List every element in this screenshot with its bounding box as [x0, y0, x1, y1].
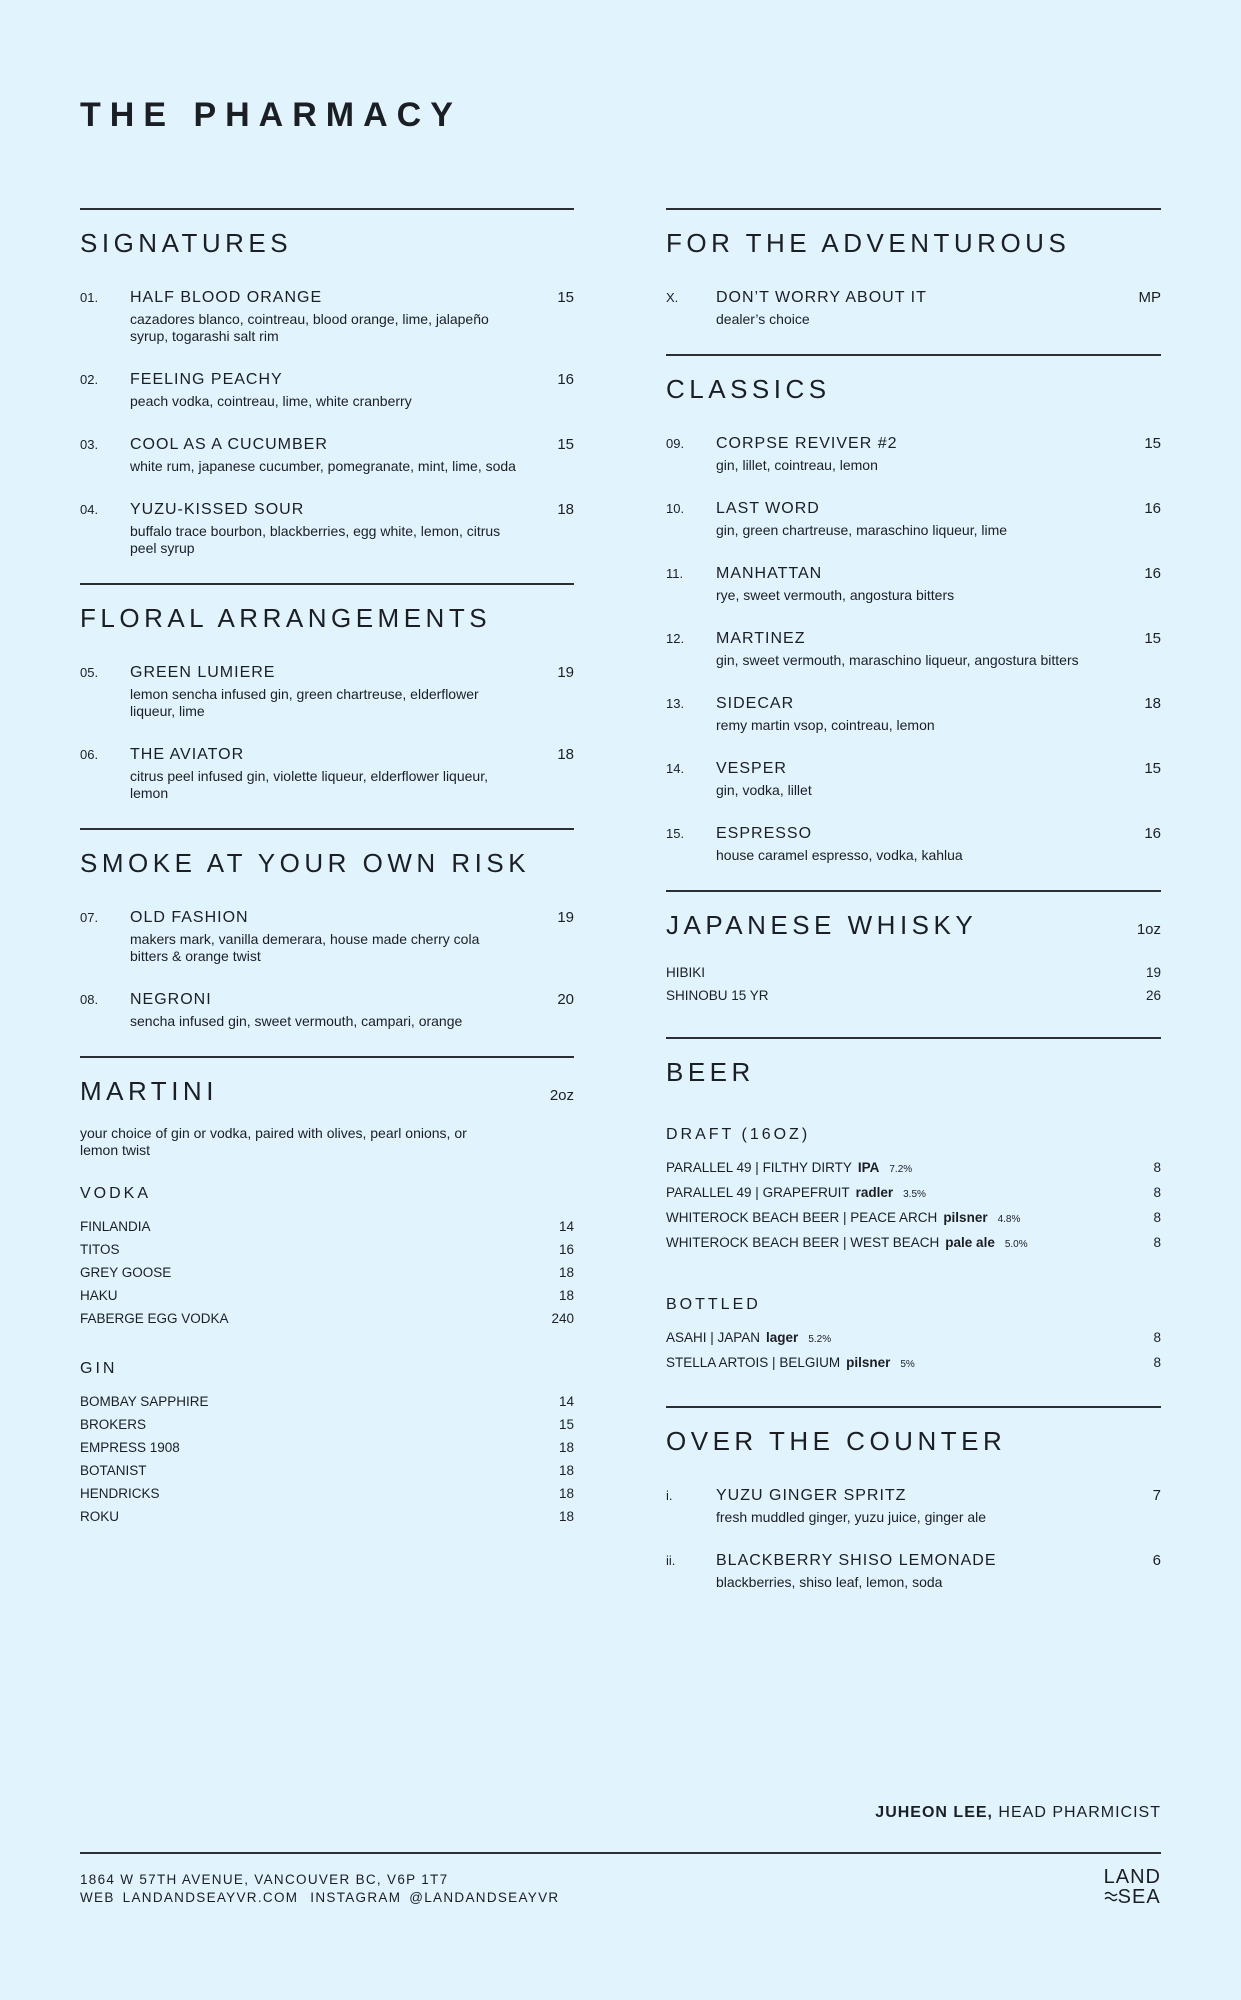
item-name: THE AVIATOR — [130, 746, 245, 763]
item-description: blackberries, shiso leaf, lemon, soda — [716, 1574, 943, 1590]
item-number: ii. — [666, 1553, 676, 1568]
row-name: BOTANIST — [80, 1463, 147, 1478]
list-row — [666, 1181, 1161, 1206]
instagram-handle[interactable]: @LANDANDSEAYVR — [409, 1890, 560, 1905]
item-description: gin, lillet, cointreau, lemon — [716, 457, 878, 473]
item-price: 20 — [557, 991, 574, 1008]
item-name: LAST WORD — [716, 500, 820, 517]
footer-address-block — [80, 1871, 571, 1907]
row-name: FINLANDIA — [80, 1219, 151, 1234]
logo-top: LAND — [1103, 1866, 1161, 1888]
item-price: 15 — [1144, 760, 1161, 777]
item-description: rye, sweet vermouth, angostura bitters — [716, 587, 955, 603]
menu-item — [666, 289, 1161, 328]
item-description: gin, green chartreuse, maraschino liqueur, lime — [716, 522, 1008, 538]
list-row — [80, 1482, 574, 1505]
list-row — [666, 961, 1161, 984]
row-price: 8 — [1153, 1185, 1161, 1200]
item-description: peach vodka, cointreau, lime, white cranberry — [130, 393, 412, 409]
row-name: WHITEROCK BEACH BEER | PEACE ARCH — [666, 1210, 938, 1225]
item-name: GREEN LUMIERE — [130, 664, 276, 681]
list-row — [80, 1284, 574, 1307]
item-price: 15 — [1144, 435, 1161, 452]
row-name: STELLA ARTOIS | BELGIUM — [666, 1355, 841, 1370]
item-description: citrus peel infused gin, violette liqueur, elderflower liqueur, lemon — [130, 768, 488, 801]
menu-item — [666, 500, 1161, 539]
item-price: 15 — [1144, 630, 1161, 647]
item-name: OLD FASHION — [130, 909, 249, 926]
item-number: 13. — [666, 696, 685, 711]
item-description: lemon sencha infused gin, green chartreuse, elderflower liqueur, lime — [130, 686, 479, 719]
row-name: GREY GOOSE — [80, 1265, 172, 1280]
web-label: WEB — [80, 1890, 115, 1905]
section-title: FOR THE ADVENTUROUS — [666, 228, 1071, 258]
gin-subhead: GIN — [80, 1360, 118, 1377]
row-name: BROKERS — [80, 1417, 147, 1432]
item-price: 15 — [557, 436, 574, 453]
row-price: 18 — [558, 1463, 574, 1478]
menu-item — [80, 991, 574, 1030]
item-price: 18 — [557, 746, 574, 763]
bottled-subhead: BOTTLED — [666, 1296, 761, 1313]
menu-item — [666, 760, 1161, 799]
list-row — [666, 984, 1161, 1007]
list-row — [80, 1261, 574, 1284]
beer-abv: 3.5% — [903, 1189, 926, 1200]
beer-abv: 5.0% — [1004, 1239, 1028, 1250]
land-and-sea-logo — [1104, 1867, 1161, 1907]
serving-size: 2oz — [549, 1087, 574, 1104]
beer-style: pale ale — [945, 1235, 995, 1250]
beer-style: lager — [766, 1330, 799, 1345]
item-name: NEGRONI — [130, 991, 212, 1008]
menu-item — [666, 695, 1161, 734]
row-price: 18 — [558, 1440, 574, 1455]
list-row — [80, 1413, 574, 1436]
item-number: 15. — [666, 826, 685, 841]
item-number: 03. — [80, 437, 99, 452]
row-price: 8 — [1153, 1330, 1161, 1345]
row-price: 26 — [1145, 988, 1161, 1003]
item-number: i. — [666, 1488, 673, 1503]
beer-abv: 5.2% — [808, 1334, 832, 1345]
row-name: PARALLEL 49 | FILTHY DIRTY — [666, 1160, 852, 1175]
item-description: fresh muddled ginger, yuzu juice, ginger ale — [716, 1509, 987, 1525]
beer-style: pilsner — [943, 1210, 988, 1225]
head-pharmacist-credit — [875, 1804, 1161, 1822]
list-row — [666, 1231, 1161, 1256]
item-price: 16 — [1144, 565, 1161, 582]
web-link[interactable]: LANDANDSEAYVR.COM — [122, 1890, 299, 1905]
item-name: ESPRESSO — [716, 825, 813, 842]
item-description: gin, sweet vermouth, maraschino liqueur, angostura bitters — [716, 652, 1079, 668]
item-description: dealer’s choice — [716, 311, 810, 327]
left-column — [80, 208, 574, 1558]
footer-divider — [80, 1852, 1161, 1854]
item-price: 7 — [1152, 1487, 1161, 1504]
menu-item — [666, 1487, 1161, 1526]
right-column — [666, 208, 1161, 1617]
page-title: THE PHARMACY — [80, 96, 462, 134]
item-number: X. — [666, 290, 679, 305]
menu-item — [80, 746, 574, 802]
row-price: 18 — [558, 1509, 574, 1524]
item-name: BLACKBERRY SHISO LEMONADE — [716, 1552, 997, 1569]
row-price: 14 — [558, 1219, 574, 1234]
item-name: HALF BLOOD ORANGE — [130, 289, 323, 306]
item-description: white rum, japanese cucumber, pomegranate, mint, lime, soda — [130, 458, 516, 474]
item-number: 10. — [666, 501, 685, 516]
item-name: SIDECAR — [716, 695, 795, 712]
beer-abv: 4.8% — [997, 1214, 1021, 1225]
section-smoke — [80, 828, 574, 1030]
item-name: MARTINEZ — [716, 630, 806, 647]
item-price: 19 — [557, 909, 574, 926]
section-classics — [666, 354, 1161, 864]
item-description: sencha infused gin, sweet vermouth, campari, orange — [130, 1013, 463, 1029]
list-row — [666, 1326, 1161, 1351]
martini-description: your choice of gin or vodka, paired with olives, pearl onions, or lemon twist — [80, 1125, 467, 1158]
section-over-the-counter — [666, 1406, 1161, 1591]
beer-style: pilsner — [846, 1355, 891, 1370]
row-name: ROKU — [80, 1509, 120, 1524]
item-name: CORPSE REVIVER #2 — [716, 435, 898, 452]
section-title: SIGNATURES — [80, 228, 293, 258]
row-price: 16 — [558, 1242, 574, 1257]
section-title: BEER — [666, 1057, 755, 1087]
item-number: 05. — [80, 665, 99, 680]
row-name: ASAHI | JAPAN — [666, 1330, 761, 1345]
list-row — [666, 1351, 1161, 1376]
menu-item — [80, 664, 574, 720]
section-title: JAPANESE WHISKY — [666, 910, 978, 940]
section-title: CLASSICS — [666, 374, 831, 404]
row-name: WHITEROCK BEACH BEER | WEST BEACH — [666, 1235, 940, 1250]
item-price: 16 — [1144, 825, 1161, 842]
row-name: EMPRESS 1908 — [80, 1440, 180, 1455]
section-title: SMOKE AT YOUR OWN RISK — [80, 848, 531, 878]
row-price: 8 — [1153, 1160, 1161, 1175]
row-price: 15 — [558, 1417, 574, 1432]
row-price: 18 — [558, 1288, 574, 1303]
item-description: house caramel espresso, vodka, kahlua — [716, 847, 963, 863]
beer-abv: 5% — [900, 1359, 915, 1370]
vodka-subhead: VODKA — [80, 1185, 152, 1202]
list-row — [80, 1215, 574, 1238]
item-number: 06. — [80, 747, 99, 762]
row-name: BOMBAY SAPPHIRE — [80, 1394, 209, 1409]
row-name: HIBIKI — [666, 965, 706, 980]
item-number: 11. — [666, 566, 684, 581]
row-name: SHINOBU 15 YR — [666, 988, 769, 1003]
item-name: YUZU GINGER SPRITZ — [716, 1487, 907, 1504]
item-number: 01. — [80, 290, 99, 305]
menu-item — [80, 289, 574, 345]
draft-subhead: DRAFT (16OZ) — [666, 1126, 811, 1143]
item-name: YUZU-KISSED SOUR — [130, 501, 305, 518]
row-price: 8 — [1153, 1235, 1161, 1250]
row-name: PARALLEL 49 | GRAPEFRUIT — [666, 1185, 850, 1200]
item-name: MANHATTAN — [716, 565, 823, 582]
menu-item — [80, 371, 574, 410]
menu-item — [666, 630, 1161, 669]
item-price: 6 — [1152, 1552, 1161, 1569]
section-title: OVER THE COUNTER — [666, 1426, 1007, 1456]
item-name: VESPER — [716, 760, 787, 777]
menu-item — [666, 1552, 1161, 1591]
beer-style: radler — [855, 1185, 894, 1200]
list-row — [80, 1307, 574, 1330]
menu-item — [666, 435, 1161, 474]
row-name: TITOS — [80, 1242, 120, 1257]
list-row — [80, 1390, 574, 1413]
item-number: 14. — [666, 761, 685, 776]
item-price: 16 — [557, 371, 574, 388]
beer-abv: 7.2% — [889, 1164, 913, 1175]
section-japanese-whisky — [666, 890, 1161, 1007]
address-line: 1864 W 57TH AVENUE, VANCOUVER BC, V6P 1T7 — [80, 1872, 449, 1887]
list-row — [666, 1156, 1161, 1181]
item-price: 15 — [557, 289, 574, 306]
section-signatures — [80, 208, 574, 557]
menu-item — [80, 501, 574, 557]
item-description: cazadores blanco, cointreau, blood orange, lime, jalapeño syrup, togarashi salt rim — [130, 311, 489, 344]
item-description: makers mark, vanilla demerara, house made cherry cola bitters & orange twist — [130, 931, 480, 964]
section-title: FLORAL ARRANGEMENTS — [80, 603, 492, 633]
item-number: 12. — [666, 631, 685, 646]
row-price: 14 — [558, 1394, 574, 1409]
list-row — [80, 1436, 574, 1459]
section-title: MARTINI — [80, 1076, 218, 1106]
item-number: 09. — [666, 436, 685, 451]
row-price: 240 — [551, 1311, 574, 1326]
list-row — [80, 1238, 574, 1261]
row-name: HENDRICKS — [80, 1486, 160, 1501]
section-floral-arrangements — [80, 583, 574, 802]
row-price: 18 — [558, 1265, 574, 1280]
item-price: MP — [1138, 289, 1161, 306]
menu-item — [666, 825, 1161, 864]
item-price: 18 — [557, 501, 574, 518]
item-name: DON’T WORRY ABOUT IT — [716, 289, 927, 306]
item-number: 07. — [80, 910, 99, 925]
menu-item — [80, 909, 574, 965]
row-price: 19 — [1145, 965, 1161, 980]
item-name: FEELING PEACHY — [130, 371, 283, 388]
item-number: 02. — [80, 372, 99, 387]
row-name: FABERGE EGG VODKA — [80, 1311, 229, 1326]
wave-icon — [1104, 1889, 1118, 1903]
row-price: 18 — [558, 1486, 574, 1501]
list-row — [80, 1459, 574, 1482]
credit-name: JUHEON LEE, — [875, 1804, 993, 1821]
instagram-label: INSTAGRAM — [310, 1890, 402, 1905]
logo-bottom: SEA — [1117, 1886, 1161, 1908]
serving-size: 1oz — [1136, 921, 1161, 938]
menu-item — [80, 436, 574, 475]
section-martini — [80, 1056, 574, 1528]
row-name: HAKU — [80, 1288, 118, 1303]
item-description: buffalo trace bourbon, blackberries, egg white, lemon, citrus peel syrup — [130, 523, 501, 556]
item-name: COOL AS A CUCUMBER — [130, 436, 328, 453]
item-price: 18 — [1144, 695, 1161, 712]
item-price: 16 — [1144, 500, 1161, 517]
section-adventurous — [666, 208, 1161, 328]
item-description: remy martin vsop, cointreau, lemon — [716, 717, 935, 733]
credit-role: HEAD PHARMICIST — [992, 1804, 1161, 1821]
item-number: 04. — [80, 502, 99, 517]
item-price: 19 — [557, 664, 574, 681]
row-price: 8 — [1153, 1355, 1161, 1370]
menu-item — [666, 565, 1161, 604]
list-row — [80, 1505, 574, 1528]
beer-style: IPA — [857, 1160, 880, 1175]
item-description: gin, vodka, lillet — [716, 782, 812, 798]
row-price: 8 — [1153, 1210, 1161, 1225]
section-beer — [666, 1037, 1161, 1376]
item-number: 08. — [80, 992, 99, 1007]
list-row — [666, 1206, 1161, 1231]
